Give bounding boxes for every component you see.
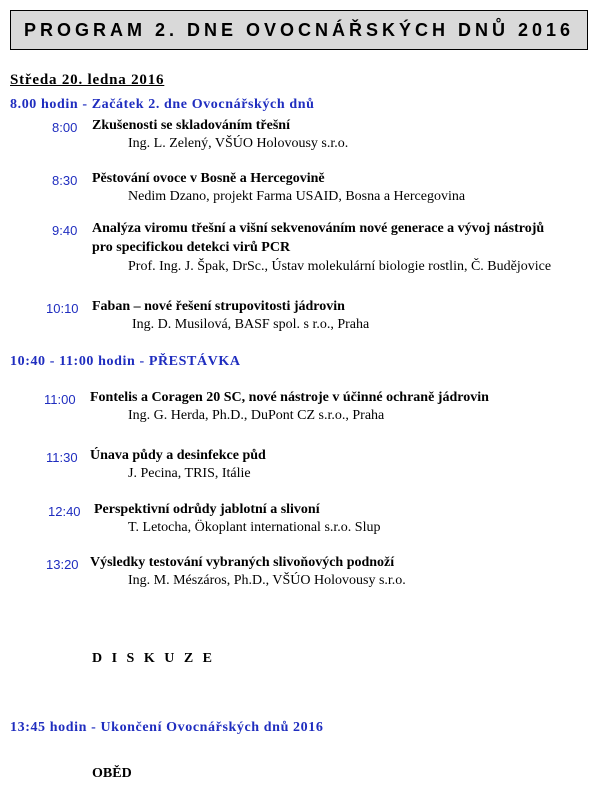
header-box	[10, 10, 588, 50]
talk-speaker: J. Pecina, TRIS, Itálie	[128, 466, 251, 481]
talk-speaker: Prof. Ing. J. Špak, DrSc., Ústav molekulární biologie rostlin, Č. Budějovice	[128, 259, 552, 274]
talk-speaker: Ing. G. Herda, Ph.D., DuPont CZ s.r.o., Praha	[128, 408, 385, 423]
talk-title-continued: pro specifickou detekci virů PCR	[92, 240, 291, 255]
section-break: 10:40 - 11:00 hodin - PŘESTÁVKA	[10, 354, 241, 369]
section-discussion: D I S K U Z E	[92, 651, 216, 666]
talk-time: 8:30	[52, 173, 78, 188]
day-heading: Středa 20. ledna 2016	[10, 72, 165, 88]
talk-speaker: T. Letocha, Ökoplant international s.r.o. Slup	[128, 520, 381, 535]
talk-title: Perspektivní odrůdy jablotní a slivoní	[94, 502, 320, 517]
talk-title: Faban – nové řešení strupovitosti jádrovin	[92, 299, 345, 314]
section-end: 13:45 hodin - Ukončení Ovocnářských dnů 2016	[10, 720, 324, 735]
talk-speaker: Ing. M. Mészáros, Ph.D., VŠÚO Holovousy s.r.o.	[128, 573, 406, 588]
talk-time: 11:00	[44, 392, 76, 407]
talk-speaker: Ing. L. Zelený, VŠÚO Holovousy s.r.o.	[128, 136, 349, 151]
talk-speaker: Nedim Dzano, projekt Farma USAID, Bosna a Hercegovina	[128, 189, 466, 204]
talk-title: Fontelis a Coragen 20 SC, nové nástroje v účinné ochraně jádrovin	[90, 390, 489, 405]
talk-title: Analýza viromu třešní a višní sekvenováním nové generace a vývoj nástrojů	[92, 221, 545, 236]
talk-time: 8:00	[52, 120, 78, 135]
talk-time: 13:20	[46, 557, 79, 572]
talk-title: Výsledky testování vybraných slivoňových podnoží	[90, 555, 395, 570]
page-title: PROGRAM 2. DNE OVOCNÁŘSKÝCH DNŮ 2016	[23, 19, 575, 40]
talk-title: Únava půdy a desinfekce půd	[90, 448, 266, 463]
section-lunch: OBĚD	[92, 766, 132, 781]
talk-time: 11:30	[46, 450, 78, 465]
talk-title: Pěstování ovoce v Bosně a Hercegovině	[92, 171, 325, 186]
section-start: 8.00 hodin - Začátek 2. dne Ovocnářských dnů	[10, 97, 315, 112]
talk-speaker: Ing. D. Musilová, BASF spol. s r.o., Praha	[132, 317, 370, 332]
talk-time: 12:40	[48, 504, 81, 519]
talk-title: Zkušenosti se skladováním třešní	[92, 118, 290, 133]
talk-time: 10:10	[46, 301, 79, 316]
talk-time: 9:40	[52, 223, 78, 238]
